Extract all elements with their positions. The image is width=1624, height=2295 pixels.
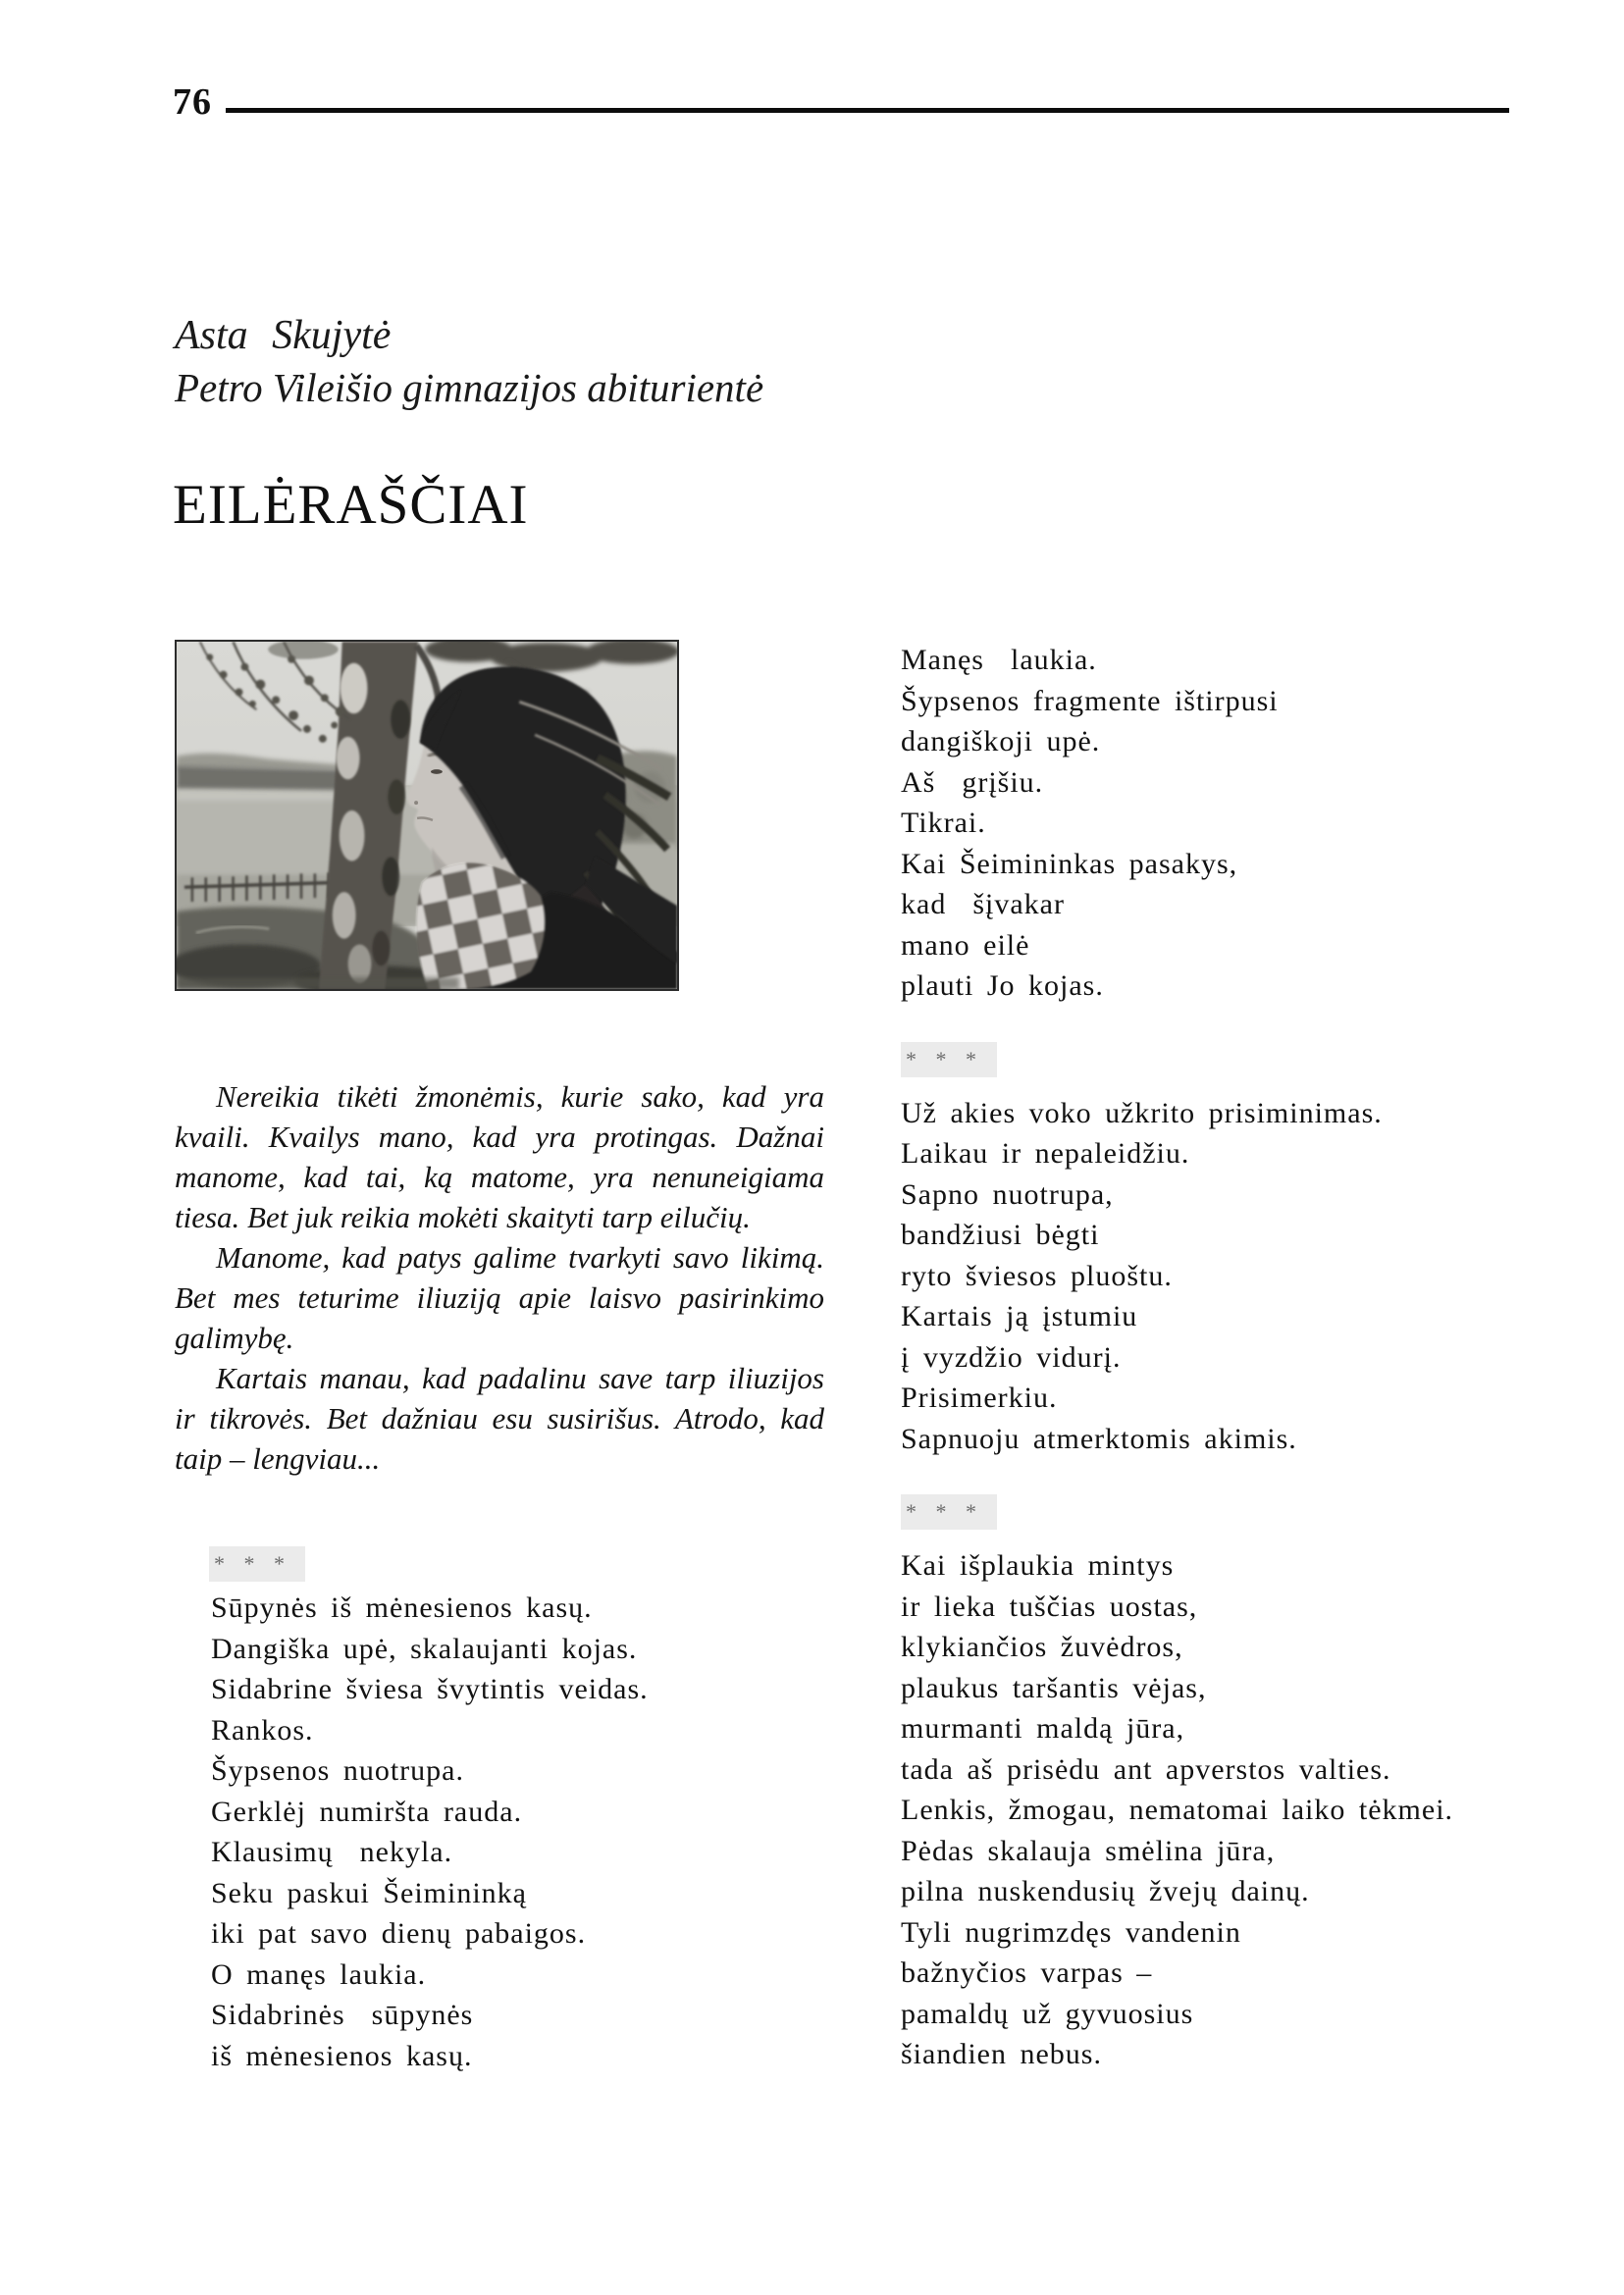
poem-line: Kai Šeimininkas pasakys, [901,847,1238,880]
poem-line: Dangiška upė, skalaujanti kojas. [211,1632,638,1665]
poem-line: ir lieka tuščias uostas, [901,1590,1198,1623]
poem-line: Klausimų nekyla. [211,1836,453,1868]
poem-line: Sapno nuotrupa, [901,1177,1114,1211]
section-marker: * * * [901,1494,997,1530]
poem-line: Rankos. [211,1713,314,1747]
poem-line: Šypsenos fragmente ištirpusi [901,684,1279,717]
poem-line: plauti Jo kojas. [901,969,1104,1002]
poem-line: Pėdas skalauja smėlina jūra, [901,1834,1276,1867]
poem-line: iš mėnesienos kasų. [211,2039,473,2072]
intro-paragraph: Kartais manau, kad padalinu save tarp iliuzijos ir tikrovės. Bet dažniau esu susirišus. Atrodo, kad taip – lengviau... [175,1361,824,1476]
poem-line: Kai išplaukia mintys [901,1549,1175,1582]
poem-line: iki pat savo dienų pabaigos. [211,1917,587,1950]
poem-line: Šypsenos nuotrupa. [211,1754,464,1787]
portrait-photo-art [177,642,677,989]
intro-paragraph: Manome, kad patys galime tvarkyti savo likimą. Bet mes teturime iliuziją apie laisvo pasirinkimo galimybę. [175,1240,824,1355]
poem-line: pamaldų už gyvuosius [901,1997,1194,2030]
poem-line: Už akies voko užkrito prisiminimas. [901,1096,1383,1129]
page-title: EILĖRAŠČIAI [173,474,529,536]
poem-line: murmanti maldą jūra, [901,1712,1185,1745]
poem-line: Manęs laukia. [901,644,1097,676]
poem-line: Seku paskui Šeimininką [211,1876,527,1909]
section-marker: * * * [901,1042,997,1077]
poem-line: Sūpynės iš mėnesienos kasų. [211,1591,593,1624]
poem-line: O manęs laukia. [211,1957,427,1991]
poem-line: šiandien nebus. [901,2038,1102,2070]
poem-line: plaukus taršantis vėjas, [901,1671,1207,1704]
poem-line: Tyli nugrimzdęs vandenin [901,1915,1241,1949]
right-column [901,640,1490,2075]
poem-line: Gerklėj numiršta rauda. [211,1795,523,1828]
section-marker: * * * [209,1546,305,1582]
poem-right-bottom [901,1545,1490,2075]
poem-line: Lenkis, žmogau, nematomai laiko tėkmei. [901,1794,1454,1826]
portrait-photo [175,640,679,991]
author-name: Asta Skujytė [175,313,392,358]
poem-line: Prisimerkiu. [901,1382,1058,1414]
poem-line: bažnyčios varpas – [901,1956,1153,1989]
poem-line: Kartais ją įstumiu [901,1300,1138,1332]
author-role: Petro Vileišio gimnazijos abiturientė [175,365,764,410]
poem-right-middle [901,1093,1490,1460]
poem-line: Aš grįšiu. [901,765,1044,799]
poem-line: Sidabrine šviesa švytintis veidas. [211,1673,649,1705]
poem-line: Sidabrinės sūpynės [211,1999,474,2031]
poem-line: Tikrai. [901,807,986,839]
intro-text [175,1076,824,1479]
page-number: 76 [173,81,212,123]
poem-line: klykiančios žuvėdros, [901,1631,1183,1663]
poem-line: ryto šviesos pluoštu. [901,1259,1173,1292]
intro-paragraph: Nereikia tikėti žmonėmis, kurie sako, kad yra kvaili. Kvailys mano, kad yra protingas. Dažnai manome, kad tai, ką matome, yra nenuneigiama tiesa. Bet juk reikia mokėti skaityti tarp eilučių. [175,1079,824,1234]
poem-line: dangiškoji upė. [901,725,1101,757]
poem-right-top [901,640,1490,1007]
poem-line: tada aš prisėdu ant apverstos valties. [901,1752,1391,1786]
poem-line: bandžiusi bėgti [901,1219,1100,1251]
poem-left [211,1588,649,2076]
header-rule [226,108,1509,113]
poem-line: kad šįvakar [901,888,1065,920]
poem-line: Sapnuoju atmerktomis akimis. [901,1422,1297,1455]
poem-line: į vyzdžio vidurį. [901,1340,1122,1374]
poem-line: Laikau ir nepaleidžiu. [901,1137,1190,1170]
poem-line: mano eilė [901,928,1030,962]
poem-line: pilna nuskendusių žvejų dainų. [901,1875,1310,1907]
author-block [175,310,763,414]
